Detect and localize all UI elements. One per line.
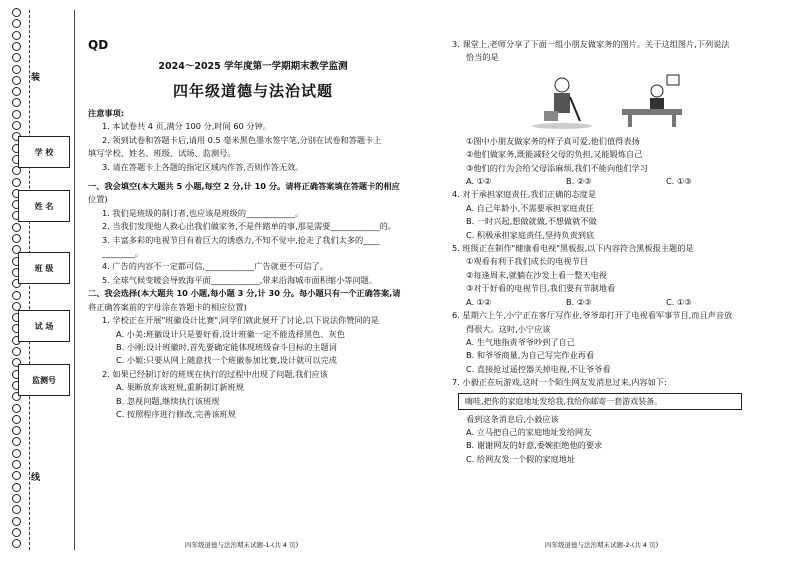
choice-option[interactable]: C. ①③ [666, 176, 692, 187]
fill-question: 4. 广告的内容不一定都可信,____________广告就更不可信了。 [102, 261, 328, 272]
punch-hole [12, 42, 21, 51]
punch-hole [12, 121, 21, 130]
binding-line [74, 10, 75, 550]
binding-mark-3: 线 [31, 473, 41, 483]
choice-question: 2. 如果已经制订好的班规在执行的过程中出现了问题,我们应该 [102, 368, 328, 379]
option-row [452, 296, 782, 309]
punch-hole [12, 87, 21, 96]
statement: ①图中小朋友做家务的样子真可爱,他们值得表扬 [466, 135, 640, 146]
child-washing-image [622, 75, 682, 127]
choice-question: 4. 对于承担家庭责任,我们正确的态度是 [452, 189, 597, 200]
option-row [452, 175, 782, 188]
punch-hole [12, 404, 21, 413]
choice-question: 5. 班级正在制作"健康看电视"黑板报,以下内容符合黑板报主题的是 [452, 243, 694, 254]
choice-option[interactable]: C. 按照程序进行修改,完善该班规 [116, 408, 236, 419]
choice-option[interactable]: B. 谢谢网友的好意,委婉拒绝他的要求 [466, 440, 603, 451]
punch-hole [12, 449, 21, 458]
choice-option[interactable]: C. 给网友发一个假的家庭地址 [466, 453, 576, 464]
child-mopping-image [532, 78, 592, 129]
school-field[interactable]: 学 校 [18, 136, 70, 168]
choice-question-cont: 看到这条消息后,小毅应该 [466, 413, 559, 424]
choice-question: 7. 小毅正在玩游戏,这时一个陌生网友发消息过来,内容如下: [452, 377, 667, 388]
punch-hole [12, 223, 21, 232]
punch-hole [12, 471, 21, 480]
choice-question: 6. 星期六上午,小宁正在客厅写作业,爷爷却打开了电视看军事节目,而且声音放 [452, 310, 733, 321]
punch-hole [12, 110, 21, 119]
paper-code: QD [88, 38, 109, 52]
exam-number-field[interactable]: 监测号 [18, 364, 70, 396]
choice-option[interactable]: B. 小刚:设计班徽时,首先要确定能体现班级奋斗目标的主题词 [116, 341, 337, 352]
punch-hole [12, 234, 21, 243]
choice-option[interactable]: A. ①② [466, 296, 492, 307]
choice-option[interactable]: B. 和爷爷商量,为自己写完作业再看 [466, 350, 595, 361]
punch-hole [12, 291, 21, 300]
punch-hole [12, 347, 21, 356]
punch-hole [12, 505, 21, 514]
choice-option[interactable]: A. 自己年龄小,不需要承担家庭责任 [466, 202, 594, 213]
chores-image [452, 71, 782, 131]
punch-hole [12, 494, 21, 503]
section2-heading: 二、我会选择(本大题共 10 小题,每小题 3 分,计 30 分。每小题只有一个正确答案,请 [88, 288, 401, 299]
punch-hole [12, 426, 21, 435]
page-footer-1: 四年级道德与法治期末试题-1-(共 4 页) [185, 541, 299, 549]
section1-heading: 一、我会填空(本大题共 5 小题,每空 2 分,计 10 分。请将正确答案填在答题卡的相应 [88, 181, 400, 192]
section2-heading-cont: 将正确答案前的字母涂在答题卡的相应位置) [88, 301, 247, 312]
statement: ③他们的行为会给父母添麻烦,我们不能向他们学习 [466, 162, 648, 173]
punch-hole [12, 31, 21, 40]
punch-hole [12, 460, 21, 469]
choice-option[interactable]: A. ①② [466, 176, 492, 187]
statement: ①观看有利于我们成长的电视节目 [466, 256, 588, 267]
punch-hole [12, 8, 21, 17]
punch-hole [12, 528, 21, 537]
fill-question-cont: ________。 [102, 248, 143, 259]
punch-hole [12, 19, 21, 28]
page-title: 四年级道德与法治试题 [172, 82, 333, 100]
statement: ③对于好看的电视节目,我们要有节制地看 [466, 283, 616, 294]
choice-question: 1. 学校正在开展"班徽设计比赛",同学们就此展开了讨论,以下说法你赞同的是 [102, 315, 379, 326]
punch-hole [12, 53, 21, 62]
fill-question: 2. 当我们发现他人救心出我们做家务,不是件踏单的事,那是需要____________的。 [102, 221, 396, 232]
choice-option[interactable]: A. 立马把自己的家庭地址发给网友 [466, 426, 592, 437]
exam-room-field[interactable]: 试 场 [18, 310, 70, 342]
punch-hole [12, 178, 21, 187]
punch-hole [12, 76, 21, 85]
binding-mark-1: 装 [31, 73, 41, 83]
punch-hole [12, 437, 21, 446]
statement: ②每逢周末,就躺在沙发上看一整天电视 [466, 269, 607, 280]
note-item: 3. 请在答题卡上各题的指定区域内作答,否则作答无效。 [102, 161, 304, 172]
binding-strip [0, 0, 86, 561]
fill-question: 1. 我们是班级的制订者,也应该是班级的____________。 [102, 207, 304, 218]
choice-option[interactable]: B. 忽视问题,继续执行该班规 [116, 395, 220, 406]
choice-question-cont: 恰当的是 [466, 52, 499, 63]
stranger-message: 嗨哇,把你的家庭地址发给我,我给你邮寄一套游戏装备。 [458, 393, 742, 410]
fill-question: 3. 丰富多彩的电视节目有着巨大的诱惑力,不知不觉中,抢走了我们太多的____ [102, 234, 380, 245]
choice-option[interactable]: A. 生气地指责爷爷吵到了自己 [466, 336, 575, 347]
choice-option[interactable]: A. 小美:班徽设计只是要好看,设计班徽一定不能选择黑色、灰色 [116, 328, 345, 339]
punch-hole [12, 65, 21, 74]
exam-name: 2024～2025 学年度第一学期期末教学监测 [158, 61, 348, 72]
class-field[interactable]: 班 级 [18, 252, 70, 284]
section1-heading-cont: 位置) [88, 194, 108, 205]
page-right [452, 10, 782, 466]
punch-hole [12, 98, 21, 107]
notes-heading: 注意事项: [88, 108, 125, 118]
punch-hole [12, 483, 21, 492]
choice-option[interactable]: A. 果断放弃该班规,重新制订新班规 [116, 382, 244, 393]
note-item: 2. 领到试卷和答题卡后,请用 0.5 毫米黑色墨水签字笔,分别在试卷和答题卡上 [102, 134, 382, 145]
punch-hole [12, 517, 21, 526]
choice-option[interactable]: C. 积极承担家庭责任,坚持负责到底 [466, 229, 595, 240]
choice-question: 3. 课堂上,老师分享了下面一组小朋友做家务的图片。关于这组图片,下列说法 [452, 39, 730, 49]
name-field[interactable]: 姓 名 [18, 190, 70, 222]
punch-hole [12, 415, 21, 424]
chores-illustration [452, 71, 782, 131]
choice-option[interactable]: C. ①③ [666, 296, 692, 307]
choice-option[interactable]: C. 直接抢过遥控器关掉电视,不让爷爷看 [466, 363, 611, 374]
choice-question-cont: 得很大。这时,小宁应该 [466, 323, 551, 334]
statement: ②他们做家务,既能减轻父母的负担,又能锻炼自己 [466, 149, 643, 160]
page-left [88, 10, 418, 421]
fill-question: 5. 全球气候变暖会导致海平面____________,带来沿海城市面积缩小等问题。 [102, 274, 378, 285]
punch-hole [12, 539, 21, 548]
choice-option[interactable]: B. ②③ [566, 296, 592, 307]
note-item: 1. 本试卷共 4 页,满分 100 分,时间 60 分钟。 [102, 121, 271, 132]
choice-option[interactable]: C. 小姬:只要从网上随意找一个班徽参加比赛,设计就可以完成 [116, 355, 337, 366]
choice-option[interactable]: B. ②③ [566, 176, 592, 187]
page-footer-2: 四年级道德与法治期末试题-2-(共 4 页) [545, 541, 659, 549]
note-item: 填写学校、姓名、班级、试场、监测号。 [88, 148, 236, 159]
choice-option[interactable]: B. 一时兴起,想做就做,不想做就不做 [466, 216, 597, 227]
